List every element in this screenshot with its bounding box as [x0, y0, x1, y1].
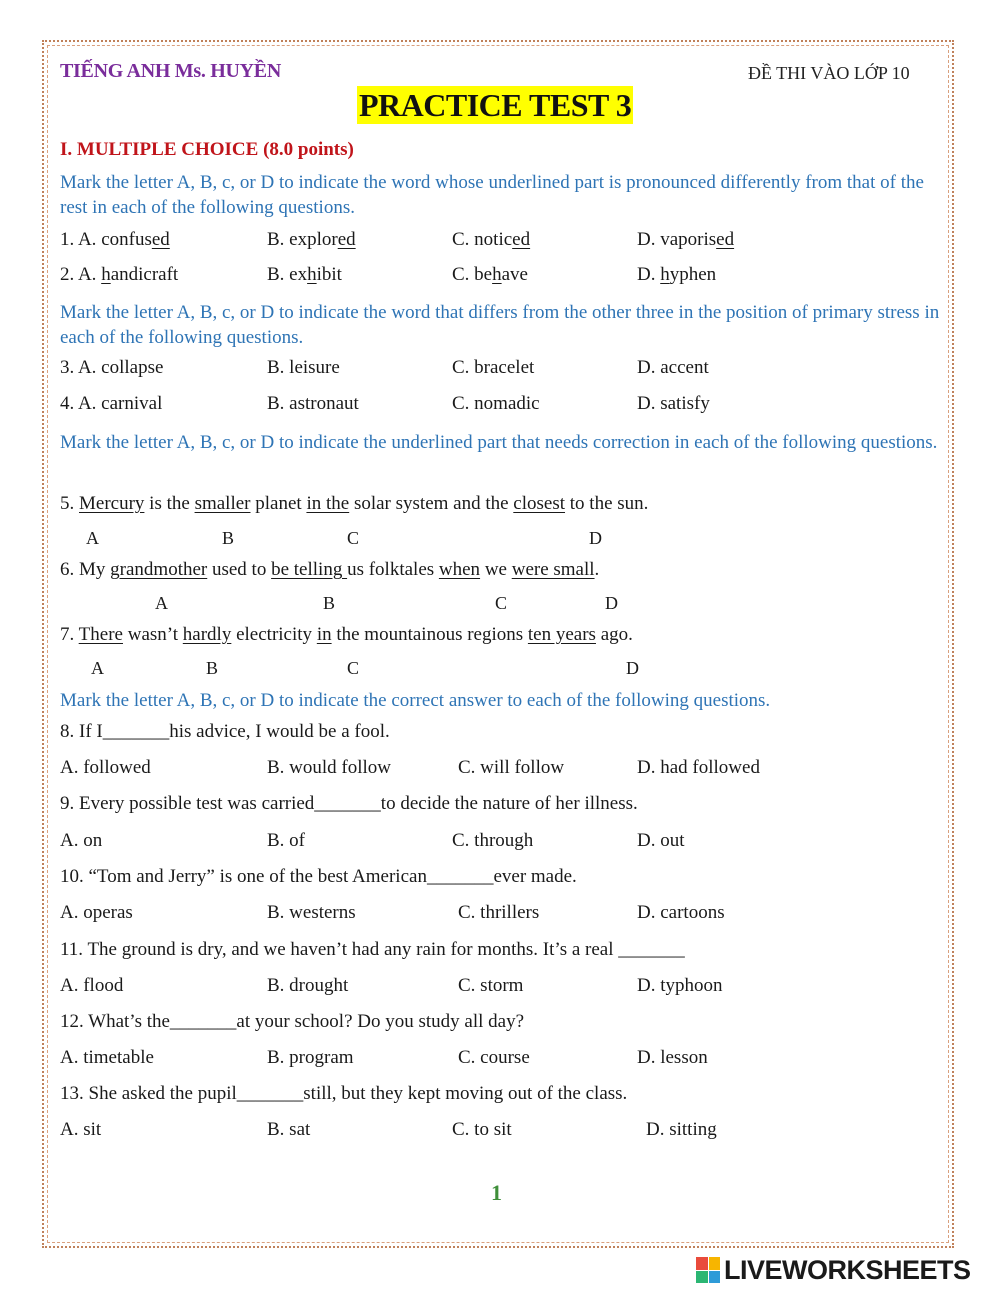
brand-name: TIẾNG ANH Ms. HUYỀN [60, 60, 281, 82]
page-number: 1 [491, 1180, 502, 1205]
q12-option-d: D. lesson [637, 1047, 708, 1068]
q12-option-a: A. timetable [60, 1047, 154, 1068]
q11-option-a: A. flood [60, 975, 124, 996]
q8-option-d: D. had followed [637, 757, 760, 778]
q5-letter-c: C [347, 528, 360, 548]
q13-option-c: C. to sit [452, 1119, 512, 1140]
q12-stem: 12. What’s the_______at your school? Do you study all day? [60, 1011, 525, 1032]
instruction-stress: Mark the letter A, B, c, or D to indicate the word that differs from the other three in the position of primary stress in each of the following questions. [60, 302, 940, 348]
q13-option-a: A. sit [60, 1119, 102, 1140]
q6-letter-d: D [605, 593, 618, 613]
q11-option-d: D. typhoon [637, 975, 723, 996]
q9-option-d: D. out [637, 830, 685, 851]
q1-option-d: D. vaporised [637, 229, 735, 250]
question-6: 6. My grandmother used to be telling us folktales when we were small. [60, 559, 600, 580]
q10-option-a: A. operas [60, 902, 133, 923]
q13-stem: 13. She asked the pupil_______still, but they kept moving out of the class. [60, 1083, 628, 1104]
q8-option-c: C. will follow [458, 757, 565, 778]
q4-option-d: D. satisfy [637, 393, 710, 414]
q9-option-a: A. on [60, 830, 103, 851]
q5-part-d: closest [513, 493, 566, 514]
q2-a-underlined: h [101, 264, 111, 285]
q5-part-b: smaller [194, 493, 251, 514]
instruction-error: Mark the letter A, B, c, or D to indicate the underlined part that needs correction in each of the following questions. [60, 432, 938, 453]
q10-option-b: B. westerns [267, 902, 356, 923]
q13-option-b: B. sat [267, 1119, 311, 1140]
q6-part-c: when [438, 559, 481, 580]
page-title: PRACTICE TEST 3 [359, 87, 632, 123]
q7-part-d: ten years [527, 624, 596, 645]
logo-text: LIVEWORKSHEETS [724, 1254, 971, 1285]
question-5: 5. Mercury is the smaller planet in the solar system and the closest to the sun. [60, 493, 649, 514]
exam-name: ĐỀ THI VÀO LỚP 10 [748, 63, 910, 83]
q5-part-c: in the [306, 493, 350, 514]
section-title: I. MULTIPLE CHOICE (8.0 points) [60, 139, 354, 160]
q4-option-c: C. nomadic [452, 393, 540, 414]
q3-option-b: B. leisure [267, 357, 340, 378]
q6-part-d: were small [511, 559, 595, 580]
q2-option-c: C. behave [452, 264, 528, 285]
question-7: 7. There wasn’t hardly electricity in the mountainous regions ten years ago. [60, 624, 633, 645]
q8-option-a: A. followed [60, 757, 151, 778]
question-1: 1. A. confused [60, 229, 170, 250]
question-2: 2. A. handicraft [60, 264, 179, 285]
q7-part-a: There [78, 624, 123, 645]
q11-stem: 11. The ground is dry, and we haven’t had any rain for months. It’s a real _______ [60, 939, 685, 960]
q9-option-b: B. of [267, 830, 305, 851]
q6-letter-c: C [495, 593, 508, 613]
q1-option-c: C. noticed [452, 229, 531, 250]
q1-number: 1. A. [60, 229, 102, 250]
q3-option-c: C. bracelet [452, 357, 535, 378]
q12-option-c: C. course [458, 1047, 530, 1068]
q11-option-b: B. drought [267, 975, 349, 996]
q6-part-a: grandmother [110, 559, 208, 580]
liveworksheets-logo [696, 1256, 971, 1284]
q10-option-d: D. cartoons [637, 902, 725, 923]
q12-option-b: B. program [267, 1047, 354, 1068]
q2-option-d: D. hyphen [637, 264, 717, 285]
q5-letter-d: D [589, 528, 602, 548]
q9-option-c: C. through [452, 830, 534, 851]
q4-option-b: B. astronaut [267, 393, 359, 414]
q10-stem: 10. “Tom and Jerry” is one of the best American_______ever made. [60, 866, 577, 887]
q3-option-a: 3. A. collapse [60, 357, 164, 378]
q6-part-b: be telling [271, 559, 348, 580]
logo-squares-icon [696, 1257, 720, 1283]
q5-part-a: Mercury [79, 493, 145, 514]
q7-letter-b: B [206, 658, 219, 678]
q8-option-b: B. would follow [267, 757, 392, 778]
q1-a-underlined: ed [151, 229, 170, 250]
q7-letter-a: A [91, 658, 104, 678]
instruction-correct-answer: Mark the letter A, B, c, or D to indicate the correct answer to each of the following questions. [60, 690, 771, 711]
q7-letter-d: D [626, 658, 639, 678]
q4-option-a: 4. A. carnival [60, 393, 163, 414]
q8-stem: 8. If I_______his advice, I would be a fool. [60, 721, 390, 742]
q10-option-c: C. thrillers [458, 902, 540, 923]
q7-part-b: hardly [182, 624, 232, 645]
q7-letter-c: C [347, 658, 360, 678]
q11-option-c: C. storm [458, 975, 524, 996]
q2-option-b: B. exhibit [267, 264, 342, 285]
q13-option-d: D. sitting [646, 1119, 717, 1140]
q7-part-c: in [316, 624, 332, 645]
q6-letter-b: B [323, 593, 336, 613]
q9-stem: 9. Every possible test was carried_______to decide the nature of her illness. [60, 793, 638, 814]
q6-letter-a: A [155, 593, 168, 613]
q3-option-d: D. accent [637, 357, 709, 378]
instruction-pronunciation: Mark the letter A, B, c, or D to indicate the word whose underlined part is pronounced differently from that of the rest in each of the following questions. [60, 172, 924, 218]
q5-letter-b: B [222, 528, 235, 548]
q1-option-b: B. explored [267, 229, 356, 250]
q5-letter-a: A [86, 528, 99, 548]
